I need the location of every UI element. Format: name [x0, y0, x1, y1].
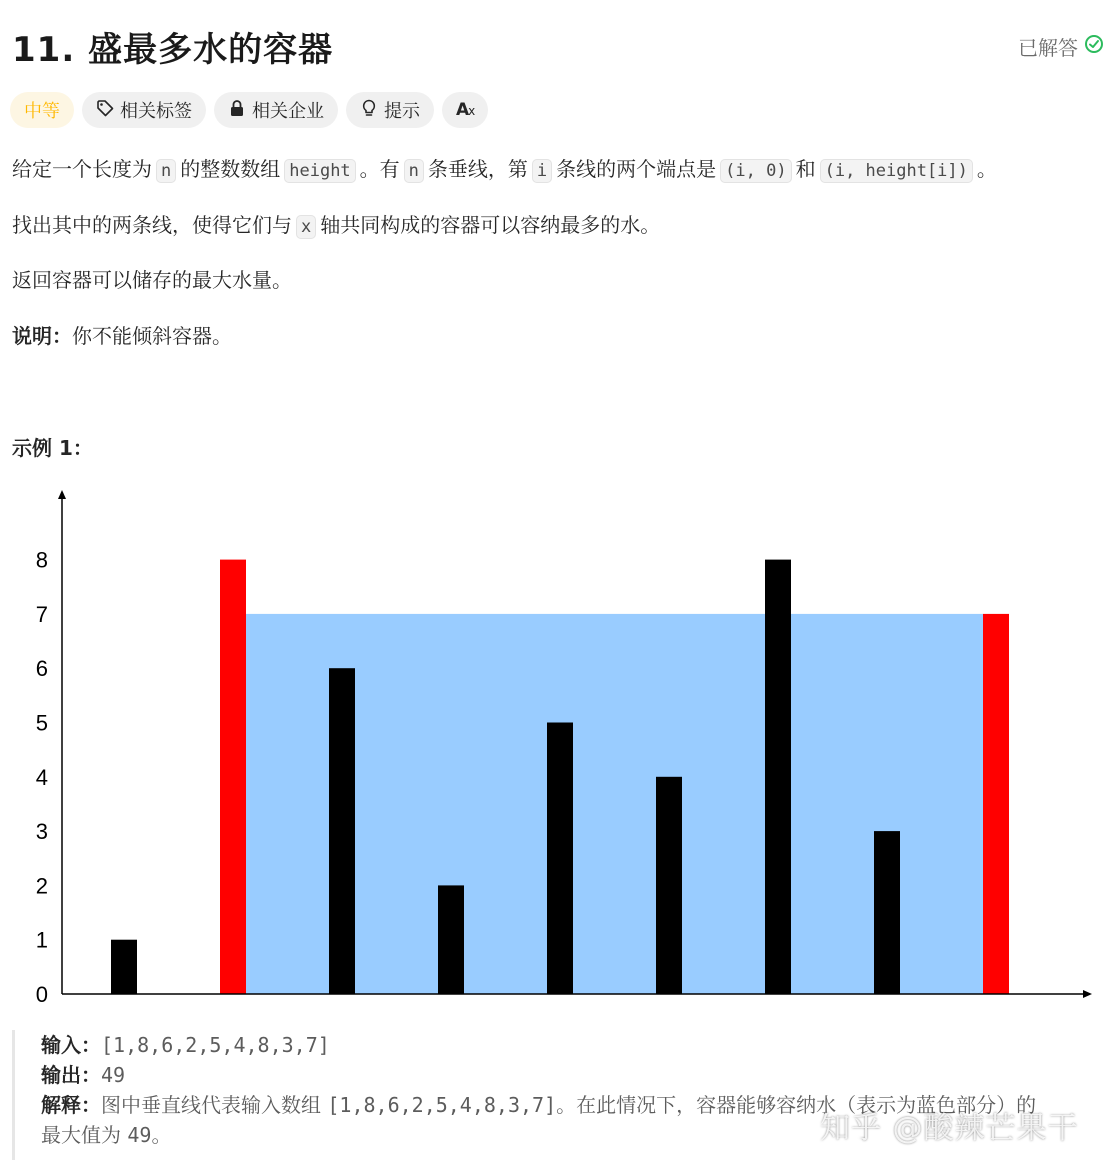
inline-code: height: [284, 159, 355, 183]
hint-label: 提示: [384, 101, 420, 122]
text-span: 。有: [359, 157, 400, 181]
related-tags-label: 相关标签: [120, 101, 192, 122]
y-tick-label: 2: [35, 873, 48, 899]
example-title: 示例 1：: [12, 436, 93, 460]
y-tick-label: 8: [35, 547, 48, 573]
chart-bar: [438, 885, 464, 994]
description-paragraph-2: [12, 211, 660, 241]
text-span: 和: [795, 157, 816, 181]
note-label: 说明：: [12, 324, 72, 348]
related-tags-button[interactable]: [82, 92, 206, 128]
inline-code: (i, height[i]): [820, 159, 973, 183]
difficulty-label: 中等: [24, 101, 60, 122]
translate-button[interactable]: [442, 92, 488, 128]
explanation-code: [1,8,6,2,5,4,8,3,7]: [327, 1093, 557, 1117]
chart-bar: [656, 777, 682, 994]
chart-bar: [329, 668, 355, 994]
text-span: 轴共同构成的容器可以容纳最多的水。: [320, 213, 661, 237]
water-area: [246, 614, 983, 994]
input-value: [1,8,6,2,5,4,8,3,7]: [101, 1033, 330, 1057]
inline-code: n: [156, 159, 176, 183]
inline-code: (i, 0): [720, 159, 791, 183]
y-axis-arrow: [58, 490, 66, 499]
explanation-value: 49: [127, 1123, 152, 1147]
y-tick-label: 4: [35, 764, 48, 790]
y-tick-label: 7: [35, 601, 48, 627]
example-output-line: [41, 1060, 1112, 1090]
explanation-text: 最大值为: [41, 1123, 121, 1147]
description-paragraph-1: [12, 155, 997, 185]
inline-code: x: [296, 215, 316, 239]
translate-icon: Ax: [456, 100, 475, 120]
difficulty-badge[interactable]: [10, 92, 74, 128]
y-tick-label: 6: [35, 656, 48, 682]
output-label: 输出：: [41, 1063, 101, 1087]
inline-code: i: [532, 159, 552, 183]
lock-icon: [228, 99, 246, 122]
solved-label: 已解答: [1018, 36, 1078, 60]
y-tick-label: 1: [35, 927, 48, 953]
chart-bar: [765, 560, 791, 994]
explanation-label: 解释：: [41, 1093, 101, 1117]
note-text: 你不能倾斜容器。: [72, 324, 232, 348]
y-tick-label: 0: [35, 982, 48, 1007]
text-span: 的整数数组: [180, 157, 281, 181]
hint-button[interactable]: [346, 92, 434, 128]
input-label: 输入：: [41, 1033, 101, 1057]
chart-bar: [111, 940, 137, 994]
description-note: [12, 322, 232, 350]
chart-bar-highlight: [983, 614, 1009, 994]
x-axis-arrow: [1083, 990, 1092, 998]
text-span: 条线的两个端点是: [556, 157, 717, 181]
explanation-text: 图中垂直线代表输入数组: [101, 1093, 321, 1117]
related-companies-button[interactable]: [214, 92, 338, 128]
y-tick-label: 3: [35, 819, 48, 845]
chart-bar: [547, 723, 573, 995]
inline-code: n: [404, 159, 424, 183]
text-span: 。: [976, 157, 997, 181]
chart-bar-highlight: [220, 560, 246, 994]
y-tick-label: 5: [35, 710, 48, 736]
related-companies-label: 相关企业: [252, 101, 324, 122]
page-title: 11. 盛最多水的容器: [12, 30, 334, 70]
lightbulb-icon: [360, 99, 378, 122]
text-span: 给定一个长度为: [12, 157, 152, 181]
description-paragraph-3: 返回容器可以储存的最大水量。: [12, 268, 292, 292]
output-value: 49: [101, 1063, 126, 1087]
problem-header: [12, 18, 1104, 74]
watermark: 知乎 @酸辣芒果干: [820, 1111, 1079, 1146]
example-input-line: [41, 1030, 1112, 1060]
text-span: 条垂线，第: [427, 157, 528, 181]
example-chart: [0, 480, 1110, 1020]
explanation-text: 。: [151, 1123, 172, 1147]
explanation-text: 。在此情况下，容器能够容纳水（表示为蓝色部分）的: [556, 1093, 1037, 1117]
tag-icon: [96, 99, 114, 122]
solved-status: [1018, 32, 1104, 61]
tag-bar: [10, 92, 488, 128]
check-circle-icon: [1084, 34, 1104, 59]
chart-bar: [874, 831, 900, 994]
text-span: 找出其中的两条线，使得它们与: [12, 213, 292, 237]
